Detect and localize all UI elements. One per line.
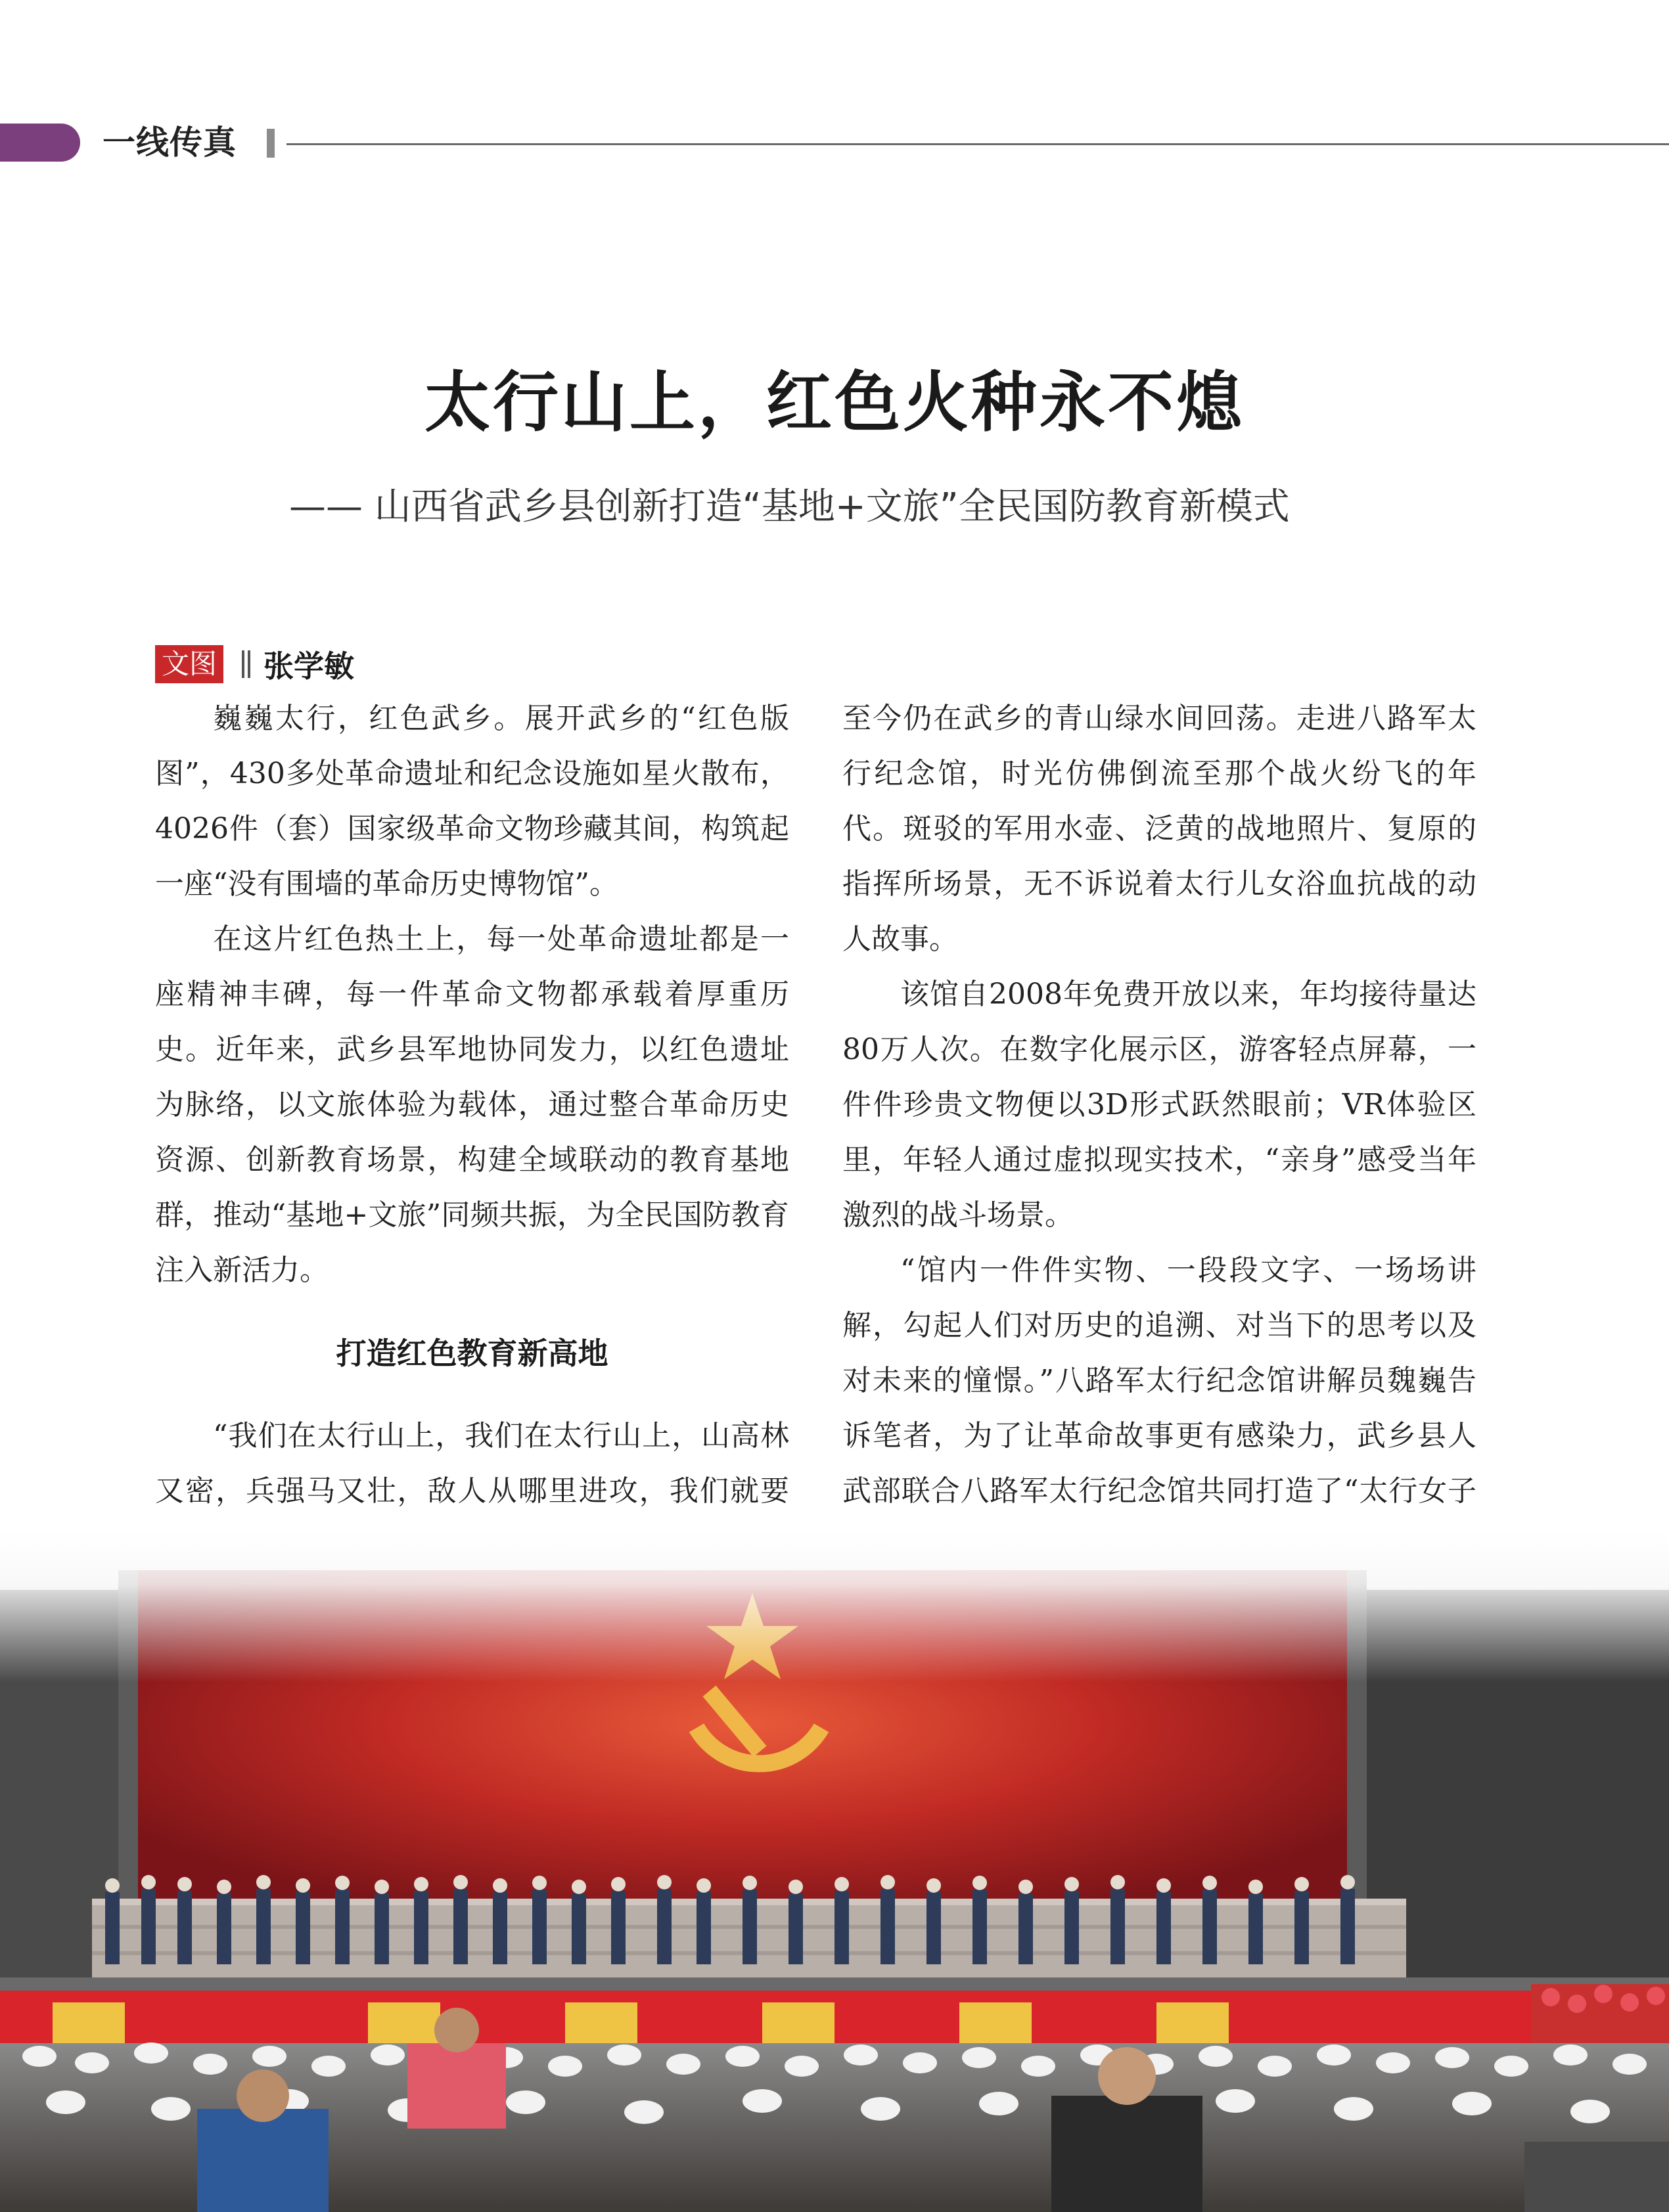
- byline: [155, 643, 354, 682]
- header-rule: [286, 143, 1669, 145]
- section-tab-marker: [0, 124, 80, 162]
- article-subtitle: —— 山西省武乡县创新打造“基地+文旅”全民国防教育新模式: [289, 485, 1290, 528]
- paragraph: “我们在太行山上，我们在太行山上，山高林又密，兵强马又壮，敌人从哪里进攻，我们就要: [155, 1419, 789, 1508]
- paragraph: 该馆自2008年免费开放以来，年均接待量达80万人次。在数字化展示区，游客轻点屏幕，一件件珍贵文物便以3D形式跃然眼前；VR体验区里，年轻人通过虚拟现实技术，“亲身”感受当年激烈的战斗场景。: [842, 978, 1476, 1232]
- section-label: 一线传真: [103, 124, 237, 162]
- paragraph: 至今仍在武乡的青山绿水间回荡。走进八路军太行纪念馆，时光仿佛倒流至那个战火纷飞的年代。斑驳的军用水壶、泛黄的战地照片、复原的指挥所场景，无不诉说着太行儿女浴血抗战的动人故事。: [842, 702, 1476, 956]
- paragraph: “馆内一件件实物、一段段文字、一场场讲解，勾起人们对历史的追溯、对当下的思考以及对未来的憧憬。”八路军太行纪念馆讲解员魏巍告诉笔者，为了让革命故事更有感染力，武乡县人武部联合八路军太行纪念馆共同打造了“太行女子: [842, 1253, 1476, 1508]
- left-column: [155, 691, 789, 1629]
- paragraph: 巍巍太行，红色武乡。展开武乡的“红色版图”，430多处革命遗址和纪念设施如星火散布，4026件（套）国家级革命文物珍藏其间，构筑起一座“没有围墙的革命历史博物馆”。: [155, 702, 789, 901]
- paragraph: 在这片红色热土上，每一处革命遗址都是一座精神丰碑，每一件革命文物都承载着厚重历史。近年来，武乡县军地协同发力，以红色遗址为脉络，以文旅体验为载体，通过整合革命历史资源、创新教育场景，构建全域联动的教育基地群，推动“基地+文旅”同频共振，为全民国防教育注入新活力。: [155, 922, 789, 1287]
- byline-separator: [242, 650, 250, 678]
- photo-fade-overlay: [0, 1531, 1669, 1682]
- author-name: 张学敏: [263, 648, 355, 684]
- section-divider-bar: [267, 129, 275, 158]
- byline-tag: 文图: [155, 645, 223, 683]
- section-heading: 打造红色教育新高地: [336, 1336, 608, 1371]
- article-title: 太行山上，红色火种永不熄: [424, 364, 1245, 441]
